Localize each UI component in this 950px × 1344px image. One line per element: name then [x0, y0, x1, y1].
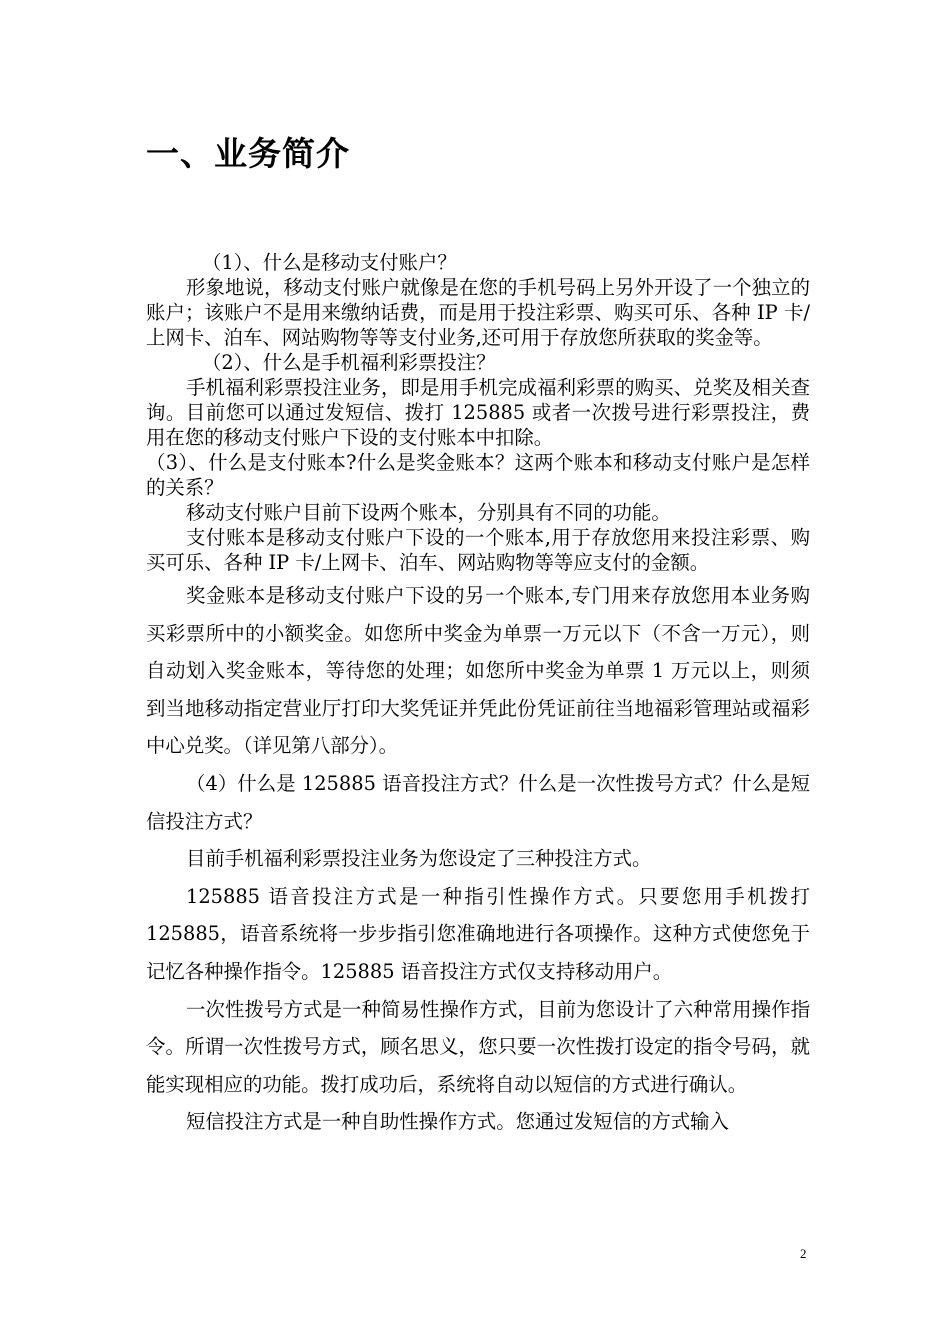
answer-3-intro: 移动支付账户目前下设两个账本，分别具有不同的功能。 [186, 501, 671, 524]
answer-4-sms: 短信投注方式是一种自助性操作方式。您通过发短信的方式输入 [186, 1110, 729, 1134]
question-4: （4）什么是 125885 语音投注方式？什么是一次性拨号方式？什么是短信投注方式？ [146, 771, 810, 833]
answer-3-prize-book: 奖金账本是移动支付账户下设的另一个账本,专门用来存放您用本业务购买彩票所中的小额奖金。如您所中奖金为单票一万元以下（不含一万元），则自动划入奖金账本，等待您的处理；如您所中奖金为单票 1 万元以上，则须到当地移动指定营业厅打印大奖凭证并凭此份凭证前往当地福彩管理站或福彩中心兑奖。（详见第八部分）。 [146, 584, 810, 758]
answer-4-one-dial: 一次性拨号方式是一种简易性操作方式，目前为您设计了六种常用操作指令。所谓一次性拨号方式，顾名思义，您只要一次性拨打设定的指令号码，就能实现相应的功能。拨打成功后，系统将自动以短信的方式进行确认。 [146, 997, 810, 1096]
question-2: （2）、什么是手机福利彩票投注？ [202, 351, 496, 374]
question-3: （3）、什么是支付账本?什么是奖金账本？这两个账本和移动支付账户是怎样的关系？ [146, 451, 810, 499]
answer-2: 手机福利彩票投注业务，即是用手机完成福利彩票的购买、兑奖及相关查询。目前您可以通过发短信、拨打 125885 或者一次拨号进行彩票投注，费用在您的移动支付账户下设的支付账本中扣除。 [146, 376, 810, 449]
answer-3-payment-book: 支付账本是移动支付账户下设的一个账本,用于存放您用来投注彩票、购买可乐、各种 IP 卡/上网卡、泊车、网站购物等等应支付的金额。 [146, 526, 810, 574]
answer-4-intro: 目前手机福利彩票投注业务为您设定了三种投注方式。 [186, 847, 652, 871]
question-1: （1）、什么是移动支付账户？ [202, 251, 457, 274]
page-number: 2 [800, 1246, 807, 1261]
section-heading: 一、业务简介 [146, 134, 350, 173]
answer-1: 形象地说，移动支付账户就像是在您的手机号码上另外开设了一个独立的账户；该账户不是用来缴纳话费，而是用于投注彩票、购买可乐、各种 IP 卡/上网卡、泊车、网站购物等等支付业务,还可用于存放您所获取的奖金等。 [146, 276, 810, 349]
answer-4-voice: 125885 语音投注方式是一种指引性操作方式。只要您用手机拨打 125885，语音系统将一步步指引您准确地进行各项操作。这种方式使您免于记忆各种操作指令。125885 语音投注方式仅支持移动用户。 [146, 884, 810, 983]
document-body [146, 250, 810, 1141]
